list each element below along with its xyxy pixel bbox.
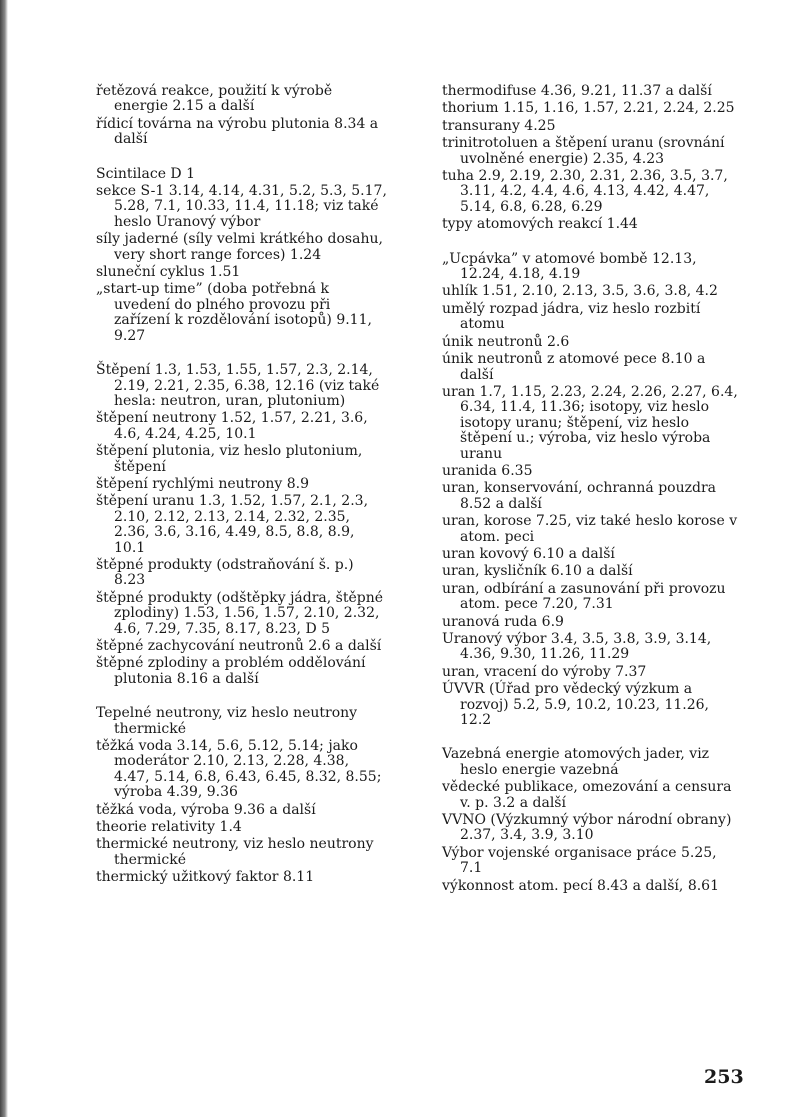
index-entry: Štěpení 1.3, 1.53, 1.55, 1.57, 2.3, 2.14, 2.19, 2.21, 2.35, 6.38, 12.16 (viz také hesla: neutron, uran, plutonium): [96, 362, 380, 409]
index-entry: Scintilace D 1: [96, 165, 196, 182]
index-entry: uhlík 1.51, 2.10, 2.13, 3.5, 3.6, 3.8, 4.2: [442, 283, 718, 300]
index-entry: Uranový výbor 3.4, 3.5, 3.8, 3.9, 3.14, 4.36, 9.30, 11.26, 11.29: [442, 631, 712, 663]
index-entry: štěpné zachycování neutronů 2.6 a další: [96, 638, 382, 654]
index-entry: transurany 4.25: [442, 117, 556, 134]
index-entry: Tepelné neutrony, viz heslo neutrony thermické: [96, 705, 358, 737]
index-entry: „Ucpávka” v atomové bombě 12.13, 12.24, 4.18, 4.19: [442, 250, 697, 283]
index-entry: ÚVVR (Úřad pro vědecký výzkum a rozvoj) 5.2, 5.9, 10.2, 10.23, 11.26, 12.2: [442, 681, 709, 729]
index-entry: thermické neutrony, viz heslo neutrony thermické: [96, 836, 374, 868]
index-entry: štěpení uranu 1.3, 1.52, 1.57, 2.1, 2.3, 2.10, 2.12, 2.13, 2.14, 2.32, 2.35, 2.36, 3.6, 3.16, 4.49, 8.5, 8.8, 8.9, 10.1: [96, 493, 369, 556]
index-entry: uran kovový 6.10 a další: [442, 545, 615, 562]
index-entry: „start-up time” (doba potřebná k uvedení do plného provozu při zařízení k rozdělování isotopů) 9.11, 9.27: [96, 281, 372, 344]
index-entry: sluneční cyklus 1.51: [96, 264, 241, 281]
index-entry: thorium 1.15, 1.16, 1.57, 2.21, 2.24, 2.25: [442, 100, 735, 117]
index-entry: uranová ruda 6.9: [442, 613, 564, 630]
index-entry: štěpení rychlými neutrony 8.9: [96, 475, 310, 492]
index-entry: Vazebná energie atomových jader, viz heslo energie vazebná: [442, 746, 710, 778]
index-entry: thermický užitkový faktor 8.11: [96, 869, 315, 886]
index-entry: štěpné zplodiny a problém oddělování plutonia 8.16 a další: [96, 655, 366, 687]
index-entry: uran, konservování, ochranná pouzdra 8.52 a další: [442, 480, 716, 512]
index-entry: štěpení plutonia, viz heslo plutonium, štěpení: [96, 443, 363, 475]
index-entry: řídicí továrna na výrobu plutonia 8.34 a další: [96, 115, 379, 148]
section-gap: [96, 689, 388, 706]
index-entry: uran, kysličník 6.10 a další: [442, 563, 633, 580]
index-entry: VVNO (Výzkumný výbor národní obrany) 2.37, 3.4, 3.9, 3.10: [442, 812, 732, 844]
section-gap: [442, 235, 738, 252]
index-column-left: [96, 84, 388, 888]
index-entry: těžká voda, výroba 9.36 a další: [96, 801, 316, 818]
index-entry: štěpné produkty (odštěpky jádra, štěpné zplodiny) 1.53, 1.56, 1.57, 2.10, 2.32, 4.6, 7.29, 7.35, 8.17, 8.23, D 5: [96, 589, 384, 637]
page-number: 253: [704, 1066, 744, 1088]
section-gap: [96, 346, 388, 363]
index-entry: únik neutronů 2.6: [442, 333, 570, 350]
index-entry: síly jaderné (síly velmi krátkého dosahu, very short range forces) 1.24: [96, 231, 383, 263]
index-entry: typy atomových reakcí 1.44: [442, 216, 638, 233]
index-entry: tuha 2.9, 2.19, 2.30, 2.31, 2.36, 3.5, 3.7, 3.11, 4.2, 4.4, 4.6, 4.13, 4.42, 4.47, 5.14, 6.8, 6.28, 6.29: [442, 168, 728, 215]
index-entry: uran, korose 7.25, viz také heslo korose v atom. peci: [442, 513, 738, 545]
index-entry: vědecké publikace, omezování a censura v. p. 3.2 a další: [442, 779, 732, 811]
index-entry: thermodifuse 4.36, 9.21, 11.37 a další: [442, 83, 712, 99]
index-entry: řetězová reakce, použití k výrobě energie 2.15 a další: [96, 83, 333, 115]
index-entry: uran, odbírání a zasunování při provozu atom. pece 7.20, 7.31: [442, 580, 726, 613]
index-entry: theorie relativity 1.4: [96, 819, 242, 836]
index-entry: únik neutronů z atomové pece 8.10 a další: [442, 351, 706, 383]
index-entry: Výbor vojenské organisace práce 5.25, 7.1: [442, 844, 717, 877]
index-entry: těžká voda 3.14, 5.6, 5.12, 5.14; jako moderátor 2.10, 2.13, 2.28, 4.38, 4.47, 5.14, 6.8, 6.43, 6.45, 8.32, 8.55; výroba 4.39, 9.36: [96, 738, 382, 801]
page-binding-edge: [0, 0, 8, 1117]
section-gap: [96, 150, 388, 167]
index-entry: umělý rozpad jádra, viz heslo rozbití atomu: [442, 300, 701, 333]
index-entry: štěpné produkty (odstraňování š. p.) 8.23: [96, 556, 354, 589]
section-gap: [442, 730, 738, 747]
index-entry: výkonnost atom. pecí 8.43 a další, 8.61: [442, 877, 719, 894]
index-entry: sekce S-1 3.14, 4.14, 4.31, 5.2, 5.3, 5.17, 5.28, 7.1, 10.33, 11.4, 11.18; viz také heslo Uranový výbor: [96, 183, 387, 230]
index-entry: štěpení neutrony 1.52, 1.57, 2.21, 3.6, 4.6, 4.24, 4.25, 10.1: [96, 410, 368, 442]
index-entry: trinitrotoluen a štěpení uranu (srovnání uvolněné energie) 2.35, 4.23: [442, 135, 725, 167]
index-entry: uran, vracení do výroby 7.37: [442, 663, 647, 680]
index-entry: uran 1.7, 1.15, 2.23, 2.24, 2.26, 2.27, 6.4, 6.34, 11.4, 11.36; isotopy, viz heslo isotopy uranu; štěpení, viz heslo štěpení u.; výroba, viz heslo výroba uranu: [442, 383, 738, 462]
index-column-right: [442, 84, 738, 896]
index-entry: uranida 6.35: [442, 462, 533, 479]
